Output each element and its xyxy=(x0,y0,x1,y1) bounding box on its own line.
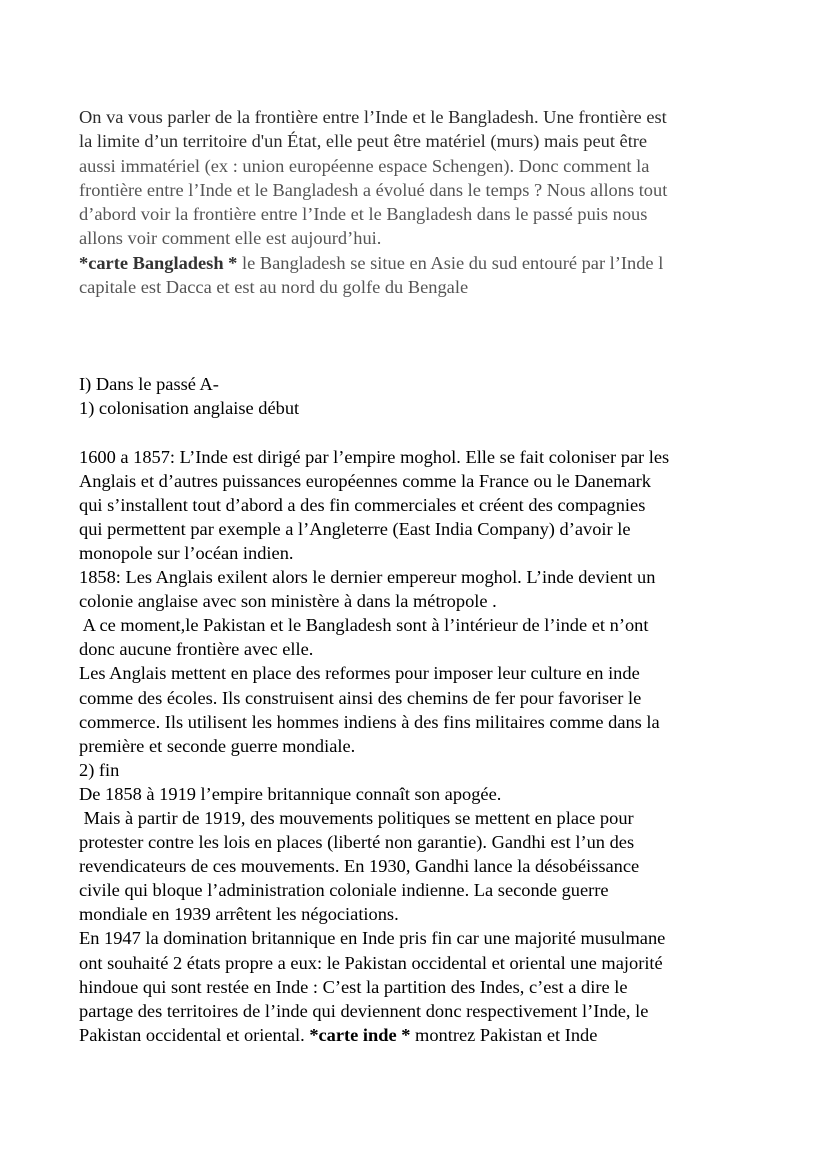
para1-line-2: Anglais et d’autres puissances européennes comme la France ou le Danemark xyxy=(79,470,651,491)
map-label-inde: *carte inde * xyxy=(309,1024,411,1045)
para1-line-12: commerce. Ils utilisent les hommes indiens à des fins militaires comme dans la xyxy=(79,711,660,732)
paragraph-colonisation xyxy=(79,445,769,758)
para2-line-1: De 1858 à 1919 l’empire britannique connaît son apogée. xyxy=(79,783,502,804)
final-line-end: montrez Pakistan et Inde xyxy=(410,1024,598,1045)
paragraph-fin xyxy=(79,782,769,1047)
section-past xyxy=(79,372,769,1047)
intro-line-1: On va vous parler de la frontière entre l’Inde et le Bangladesh. Une frontière est xyxy=(79,107,667,127)
para2-line-6: mondiale en 1939 arrêtent les négociations. xyxy=(79,904,399,925)
para2-line-7: En 1947 la domination britannique en Inde pris fin car une majorité musulmane xyxy=(79,928,666,949)
para2-line-5: civile qui bloque l’administration coloniale indienne. La seconde guerre xyxy=(79,880,609,901)
para1-line-6: 1858: Les Anglais exilent alors le dernier empereur moghol. L’inde devient un xyxy=(79,567,656,588)
para1-line-1: 1600 a 1857: L’Inde est dirigé par l’empire moghol. Elle se fait coloniser par les xyxy=(79,446,670,467)
para2-line-8: ont souhaité 2 états propre a eux: le Pakistan occidental et oriental une majorité xyxy=(79,952,663,973)
para1-line-10: Les Anglais mettent en place des reformes pour imposer leur culture en inde xyxy=(79,663,640,684)
section-heading: I) Dans le passé A- xyxy=(79,374,219,395)
document-page xyxy=(79,105,769,1047)
map-label-bangladesh: *carte Bangladesh * xyxy=(79,252,238,273)
para1-line-9: donc aucune frontière avec elle. xyxy=(79,639,314,660)
intro-map-line-rest: le Bangladesh se situe en Asie du sud entouré par l’Inde l xyxy=(237,252,664,273)
para1-line-8: A ce moment,le Pakistan et le Bangladesh sont à l’intérieur de l’inde et n’ont xyxy=(79,615,649,636)
para1-line-13: première et seconde guerre mondiale. xyxy=(79,735,356,756)
intro-line-3: aussi immatériel (ex : union européenne espace Schengen). Donc comment la xyxy=(79,155,650,176)
intro-paragraph xyxy=(79,105,769,299)
para2-line-4: revendicateurs de ces mouvements. En 1930, Gandhi lance la désobéissance xyxy=(79,856,640,877)
para2-final-line xyxy=(79,1023,769,1047)
intro-line-6: allons voir comment elle est aujourd’hui. xyxy=(79,228,382,249)
para2-line-2: Mais à partir de 1919, des mouvements politiques se mettent en place pour xyxy=(79,807,634,828)
intro-line-2: la limite d’un territoire d'un État, elle peut être matériel (murs) mais peut être xyxy=(79,131,648,152)
para1-line-5: monopole sur l’océan indien. xyxy=(79,542,294,563)
para2-line-9: hindoue qui sont restée en Inde : C’est la partition des Indes, c’est a dire le xyxy=(79,976,628,997)
intro-line-5: d’abord voir la frontière entre l’Inde et le Bangladesh dans le passé puis nous xyxy=(79,204,648,225)
subheading-fin: 2) fin xyxy=(79,759,120,780)
para1-line-7: colonie anglaise avec son ministère à dans la métropole . xyxy=(79,591,497,612)
para1-line-11: comme des écoles. Ils construisent ainsi des chemins de fer pour favoriser le xyxy=(79,687,642,708)
para1-line-3: qui s’installent tout d’abord a des fin commerciales et créent des compagnies xyxy=(79,494,646,515)
para2-line-10: partage des territoires de l’inde qui deviennent donc respectivement l’Inde, le xyxy=(79,1000,649,1021)
para2-line-3: protester contre les lois en places (liberté non garantie). Gandhi est l’un des xyxy=(79,832,635,853)
intro-last-line: capitale est Dacca et est au nord du golfe du Bengale xyxy=(79,277,469,298)
final-line-start: Pakistan occidental et oriental. xyxy=(79,1024,310,1045)
intro-line-4: frontière entre l’Inde et le Bangladesh a évolué dans le temps ? Nous allons tout xyxy=(79,179,668,200)
para1-line-4: qui permettent par exemple a l’Angleterre (East India Company) d’avoir le xyxy=(79,518,631,539)
intro-map-line xyxy=(79,251,769,275)
subheading-colonisation: 1) colonisation anglaise début xyxy=(79,398,300,419)
